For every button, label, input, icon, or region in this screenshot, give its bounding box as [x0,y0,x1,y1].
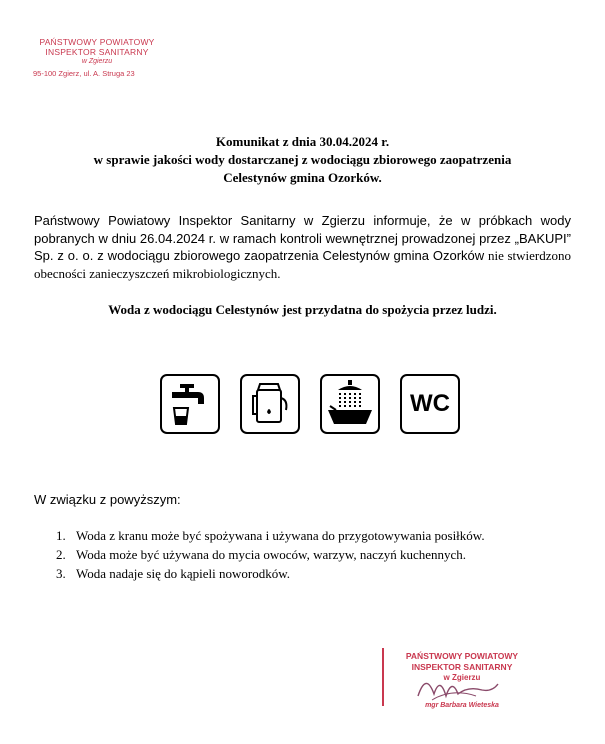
paragraph-part-2: nie stwierdzono obecności zanieczyszczeń mikrobiologicznych. [34,248,572,281]
list-intro: W związku z powyższym: [34,492,181,507]
document-heading [0,133,605,187]
tap-water-icon [160,374,220,434]
list-item [56,545,485,564]
body-paragraph [34,212,571,282]
list-item-number: 2. [56,547,66,562]
heading-subject-line: w sprawie jakości wody dostarczanej z wodociągu zbiorowego zaopatrzenia [93,152,512,167]
paragraph-part-1: Państwowy Powiatowy Inspektor Sanitarny w Zgierzu informuje, że w próbkach wody pobranych w dniu 26.04.2024 r. w ramach kontroli wewnętrznej prowadzonej przez „BAKUPI” Sp. z o. o. z wodociągu zbiorowego zaopatrzenia Celestynów gmina Ozorków [34,213,571,263]
stamp-address: 95-100 Zgierz, ul. A. Struga 23 [33,68,135,78]
official-stamp-signature [382,648,542,718]
wc-icon [400,374,460,434]
sender-stamp [22,38,172,78]
list-item-text: Woda nadaje się do kąpieli noworodków. [76,566,291,581]
wc-label: WC [410,390,450,417]
list-item [56,564,485,583]
signature-name: mgr Barbara Wieteska [425,702,499,709]
heading-location-line: Celestynów gmina Ozorków. [223,170,382,185]
list-item-text: Woda z kranu może być spożywana i używana do przygotowywania posiłków. [76,528,485,543]
stamp-line-2: INSPEKTOR SANITARNY [45,46,149,57]
stamp-line-3: w Zgierzu [443,673,481,682]
list-item-text: Woda może być używana do mycia owoców, warzyw, naczyń kuchennych. [76,547,467,562]
kettle-icon [240,374,300,434]
list-item-number: 3. [56,566,66,581]
stamp-line-1: PAŃSTWOWY POWIATOWY [405,651,519,661]
verdict-statement: Woda z wodociągu Celestynów jest przydatna do spożycia przez ludzi. [108,302,497,317]
handwritten-signature-icon [412,666,502,706]
list-item [56,526,485,545]
stamp-line-2: INSPEKTOR SANITARNY [411,662,513,672]
stamp-line-1: PAŃSTWOWY POWIATOWY [39,37,155,47]
stamp-line-3: w Zgierzu [81,57,113,65]
recommendations-list [56,526,485,583]
heading-date-line: Komunikat z dnia 30.04.2024 r. [215,134,390,149]
shower-bath-icon [320,374,380,434]
usage-icons-row [160,374,460,438]
list-item-number: 1. [56,528,66,543]
